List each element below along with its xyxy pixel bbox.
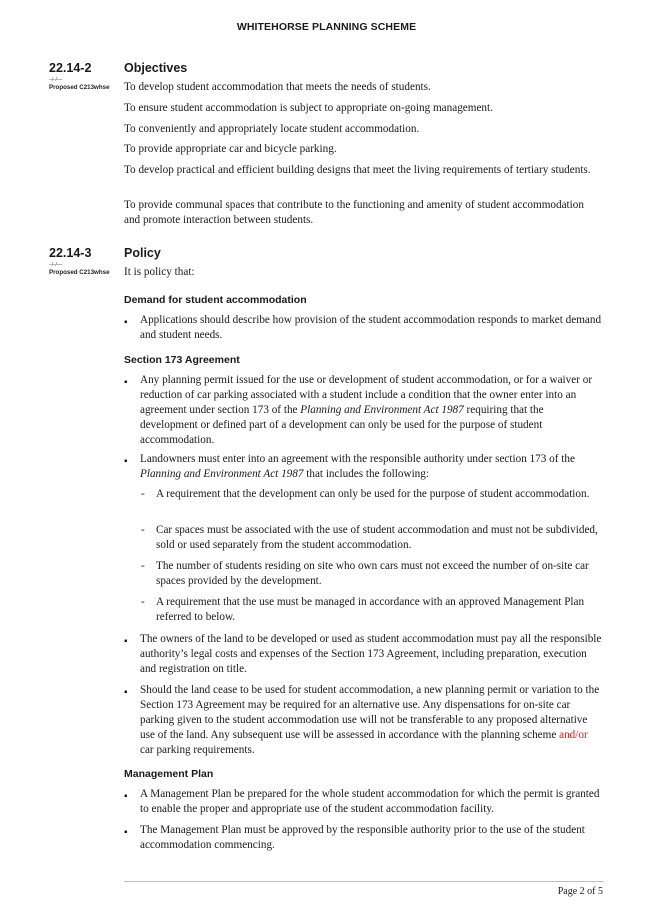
bullet-marker: ▪	[124, 687, 128, 698]
objective-item: To develop student accommodation that meets the needs of students.	[124, 81, 431, 93]
dash-marker: -	[141, 596, 145, 608]
act-title: Planning and Environment Act 1987	[140, 468, 304, 480]
objective-item: To provide communal spaces that contribute to the functioning and amenity of student accommodation and promote interaction between students.	[124, 199, 584, 226]
amendment-date-marker: --/--/----	[49, 77, 63, 83]
objective-item: To provide appropriate car and bicycle parking.	[124, 143, 337, 155]
scheme-header: WHITEHORSE PLANNING SCHEME	[236, 21, 417, 33]
policy-bullet: Applications should describe how provision of the student accommodation responds to market demand and student needs.	[140, 314, 602, 341]
dash-marker: -	[141, 524, 145, 536]
sub-requirement: Car spaces must be associated with the use of student accommodation and must not be subdivided, sold or used separately from the student accommodation.	[156, 524, 598, 551]
dash-marker: -	[141, 560, 145, 572]
subheading-section-173: Section 173 Agreement	[124, 354, 240, 366]
sub-requirement: A requirement that the use must be managed in accordance with an approved Management Plan referred to below.	[156, 596, 585, 623]
amendment-label: Proposed C213whse	[49, 269, 110, 276]
bullet-marker: ▪	[124, 827, 128, 838]
footer-divider	[124, 881, 604, 882]
tracked-change-text: and/or	[559, 729, 588, 741]
sub-requirement: A requirement that the development can only be used for the purpose of student accommodation.	[156, 488, 590, 500]
section-heading-objectives: Objectives	[124, 61, 188, 75]
bullet-marker: ▪	[124, 317, 128, 328]
objective-item: To conveniently and appropriately locate student accommodation.	[124, 123, 420, 135]
act-title: Planning and Environment Act 1987	[300, 404, 464, 416]
subheading-management-plan: Management Plan	[124, 768, 214, 780]
bullet-marker: ▪	[124, 377, 128, 388]
policy-bullet: A Management Plan be prepared for the whole student accommodation for which the permit is granted to enable the proper and appropriate use of the student accommodation facility.	[140, 788, 600, 815]
page-number: Page 2 of 5	[557, 886, 603, 897]
policy-bullet: The owners of the land to be developed or used as student accommodation must pay all the responsible authority’s legal costs and expenses of the Section 173 Agreement, including preparation, execution and registration on title.	[140, 633, 602, 675]
clause-number: 22.14-2	[49, 61, 92, 75]
policy-bullet: Any planning permit issued for the use or development of student accommodation, or for a waiver or reduction of car parking associated with a student include a condition that the owner enter into an agreement under section 173 of the Planning and Environment Act 1987 requiring that the development or defined part of a development can only be used for the purpose of student accommodation.	[140, 374, 593, 446]
subheading-demand: Demand for student accommodation	[124, 294, 307, 306]
policy-bullet: Landowners must enter into an agreement with the responsible authority under section 173 of the Planning and Environment Act 1987 that includes the following:	[140, 453, 575, 480]
policy-bullet: Should the land cease to be used for student accommodation, a new planning permit or variation to the Section 173 Agreement may be required for an alternative use. Any dispensations for on-site car parking given to the student accommodation use will not be transferable to any proposed alternative use of the land. Any subsequent use will be assessed in accordance with the planning scheme and/or car parking requirements.	[140, 684, 600, 756]
objective-item: To ensure student accommodation is subject to appropriate on-going management.	[124, 102, 493, 114]
amendment-label: Proposed C213whse	[49, 84, 110, 91]
dash-marker: -	[141, 488, 145, 500]
policy-intro: It is policy that:	[124, 266, 195, 278]
sub-requirement: The number of students residing on site who own cars must not exceed the number of on-site car spaces provided by the development.	[156, 560, 589, 587]
amendment-date-marker: --/--/----	[49, 262, 63, 268]
policy-bullet: The Management Plan must be approved by the responsible authority prior to the use of the student accommodation commencing.	[140, 824, 585, 851]
bullet-marker: ▪	[124, 636, 128, 647]
section-heading-policy: Policy	[124, 246, 161, 260]
bullet-marker: ▪	[124, 456, 128, 467]
clause-number: 22.14-3	[49, 246, 92, 260]
bullet-marker: ▪	[124, 791, 128, 802]
objective-item: To develop practical and efficient building designs that meet the living requirements of tertiary students.	[124, 164, 591, 176]
